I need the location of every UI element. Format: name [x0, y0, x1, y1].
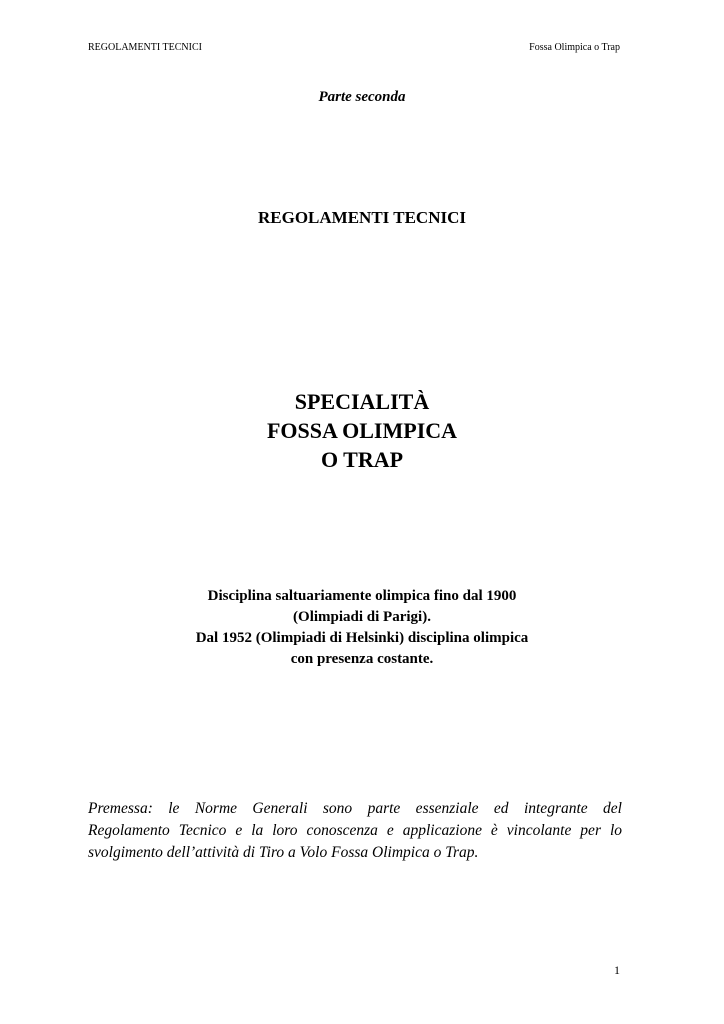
discipline-line: con presenza costante.	[290, 651, 434, 667]
specialty-line: SPECIALITÀ	[294, 389, 430, 414]
premise-line: Regolamento Tecnico e la loro conoscenza e applicazione è vincolante per lo	[88, 822, 622, 839]
specialty-title	[0, 387, 724, 474]
discipline-line: Dal 1952 (Olimpiadi di Helsinki) disciplina olimpica	[195, 630, 529, 646]
part-subtitle: Parte seconda	[318, 89, 406, 105]
premise-line: Premessa: le Norme Generali sono parte essenziale ed integrante del	[88, 800, 622, 817]
main-title: REGOLAMENTI TECNICI	[258, 208, 466, 227]
discipline-description	[0, 586, 724, 670]
premise-line: svolgimento dell’attività di Tiro a Volo Fossa Olimpica o Trap.	[88, 844, 479, 861]
header-discipline-title: Fossa Olimpica o Trap	[529, 42, 620, 53]
discipline-line: Disciplina saltuariamente olimpica fino dal 1900	[207, 588, 517, 604]
premise-paragraph	[88, 798, 622, 864]
specialty-line: O TRAP	[320, 447, 404, 472]
discipline-line: (Olimpiadi di Parigi).	[293, 609, 431, 625]
page-number: 1	[614, 963, 620, 977]
specialty-line: FOSSA OLIMPICA	[266, 418, 458, 443]
header-section-title: REGOLAMENTI TECNICI	[88, 42, 202, 53]
